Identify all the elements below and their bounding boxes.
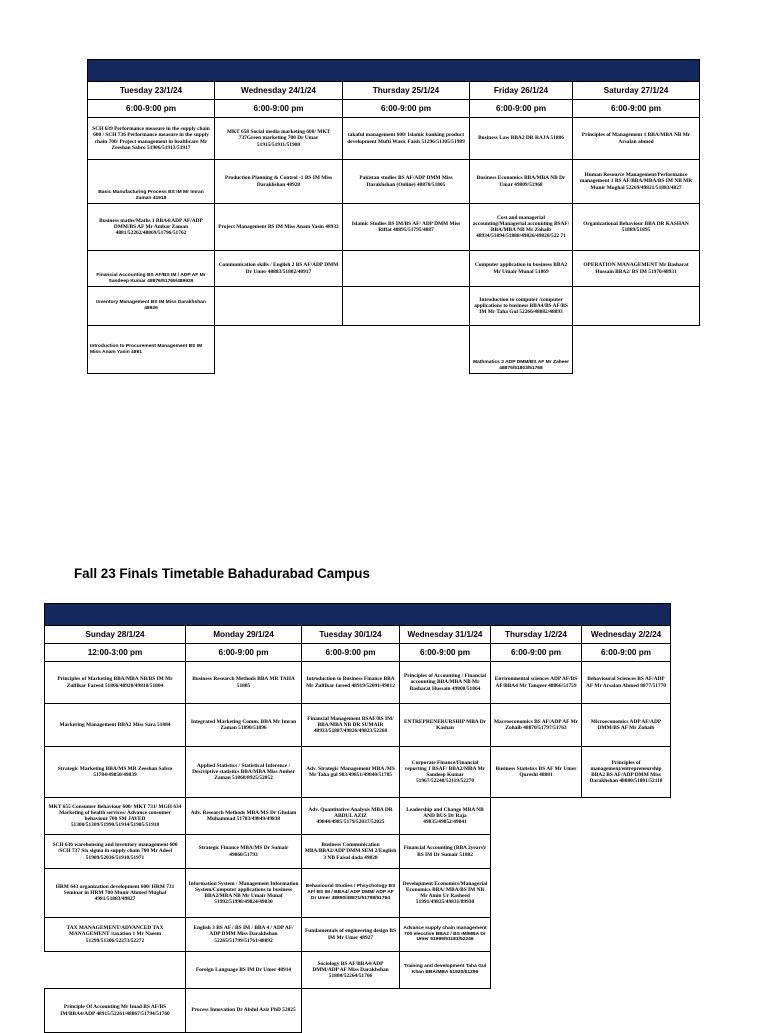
day-header-row [88,82,700,100]
exam-cell: Behavioural Studies / Phsychology BS AF/ BS IM / BBA4/ ADP DMM/ ADP AF Dr Umer 48890/48871/51798/51764 [302,869,400,918]
exam-cell: Business Communication MBA/BBA2/ADP DMM SEM 2/English 3 NB Faisal dada 49828 [302,835,400,869]
exam-cell: Adv. Strategic Management MBA /MS Mr Taha gul 983/49851/49840/51785 [302,747,400,798]
exam-cell: Introduction to Procurement Management BS IM Miss Anam Yasin 4891 [88,326,215,374]
table-row [88,287,700,326]
table-row [45,989,671,1033]
table-row [88,118,700,160]
exam-cell: Development Economics/Managerial Economics BBA/ MBA/BS IM NB Mr Amin Ur Rasheed 51991/49825/49831/89930 [400,869,491,918]
time-slot: 12:00-3:00 pm [45,644,186,662]
day-header: Thursday 1/2/24 [491,626,582,644]
day-header: Wednesday 24/1/24 [215,82,343,100]
exam-cell: SCH 639 Performance measure in the supply chain 600 / SCH 736 Performance measure in the supply chain 700/ Project management in healthcare Mr Zeeshan Sabro 51906/51913/51917 [88,118,215,160]
day-header: Tuesday 23/1/24 [88,82,215,100]
day-header: Wednesday 2/2/24 [582,626,671,644]
table-row [88,160,700,204]
exam-cell: Business Economics BBA/MBA NB Dr Umar 49809/51968 [470,160,573,204]
exam-cell: Training and development Taha Gul Khan BBA/MBA 51920/51296 [400,952,491,989]
time-slot: 6:00-9:00 pm [573,100,700,118]
exam-cell: takaful management 600/ Islamic banking product development Mufti Wasic Faish 51296/51305/51989 [343,118,470,160]
exam-cell: Pakistan studies BS AF/ADP DMM Miss Darakhshan (Online) 48878/51805 [343,160,470,204]
exam-cell: Principles of management/entrepreneurship BBA2 BS AF/ADP DMM Miss Darakhshan 48880/51801/52118 [582,747,671,798]
exam-cell: Basic Manufacturing Process BS IM Mr Imran Zaman 41918 [88,160,215,204]
exam-cell: Computer application in business BBA2 Mr Umair Munaf 51869 [470,251,573,287]
day-header: Thursday 25/1/24 [343,82,470,100]
exam-cell: Strategic Finance MBA/MS Dr Sumair 49860/51793 [186,835,302,869]
exam-cell: Communication skills / English 2 BS AF/ADP DMM Dr Umer 48883/51802/48917 [215,251,343,287]
exam-cell: Environmental sciences ADP AF/BS AF/BBA4 Mr Tanqeer 48866/51759 [491,662,582,704]
exam-cell: Advance supply chain management 700 elecctive BBA2 / BS IM/MBA Dr Umer 51999/51183/52246 [400,918,491,952]
time-slot: 6:00-9:00 pm [302,644,400,662]
exam-cell: MKT 658 Social media marketing 600/ MKT 737Green marketing 700 Dr Umar 51915/51911/51908 [215,118,343,160]
exam-cell: Process Innovation Dr Abdul Aziz PhD 52025 [186,989,302,1033]
exam-cell: Business maths/Maths 1 BBA4/ADP AF/ADP DMM/BS AF Mr Ambar Zaman 4881/52262/48869/51796/51762 [88,204,215,251]
exam-cell: Adv. Quantitative Analysis MBA DR ABDUL AZIZ 49844/4985/5179/52037/52025 [302,798,400,835]
exam-cell: Principles of Management 1 BBA/MBA NB Mr Arsalan ahmed [573,118,700,160]
exam-cell [343,287,470,326]
exam-cell: Cost and managerial accounting/Managerial accounting BSAF/ BBA/MBA NB Mr Zohaib 48934/51894/51888/49826/49820/522 71 [470,204,573,251]
exam-cell: TAX MANAGEMENT/ADVANCED TAX MANAGEMENT /taxation 1 Mr Naeem 51299/51306/52273/52272 [45,918,186,952]
header-band [45,604,671,626]
exam-cell: ENTREPRENERURSHIP MBA Dr Kashan [400,704,491,747]
exam-cell: Principle Of Accounting Mr Imad BS AF/BS IM/BBA4/ADP 48915/52261/48867/51794/51760 [45,989,186,1033]
exam-cell: SCH 636 warehousing and inventory management 600 /SCH 737 Six sigma in supply chain 700 Mr Adeel 51909/52036/51910/51971 [45,835,186,869]
exam-cell: Foreign Language BS IM Dr Umer 48914 [186,952,302,989]
time-slot: 6:00-9:00 pm [186,644,302,662]
time-slot: 6:00-9:00 pm [491,644,582,662]
exam-cell: Information System / Management Information System/Computer applications to business BBA2/MBA NB Mr Umair Munaf 51992/51998/49824/49830 [186,869,302,918]
table-row [45,952,671,989]
exam-cell: Microeconomics ADP AF/ADP DMM/BS AF Mr Zohaib [582,704,671,747]
table-row [88,326,700,374]
exam-cell: Business Law BBA2 DR RAJA 51886 [470,118,573,160]
exam-cell: Organizational Behaviour BBA DR KASHAN 51889/51895 [573,204,700,251]
timetable-week-1 [87,59,700,374]
exam-cell: Business Research Methods BBA MR TAHA 51885 [186,662,302,704]
exam-cell: Macroeconomics BS AF/ADP AF Mr Zohaib 48870/51797/51763 [491,704,582,747]
time-row [88,100,700,118]
exam-cell: Adv. Research Methods MBA/MS Dr Ghulam Muhammad 51783/49849/49838 [186,798,302,835]
exam-cell: Financial Management BSAF/BS IM/ BBA/MBA NB DR SUMAIR 48933/51887/49826/49823/52268 [302,704,400,747]
table-row [45,869,671,918]
exam-cell: Corporate Finance/Financial reporting 1 BSAF/ BBA2/MBA Mr Sandeep Kumar 51967/52248/52119/52270 [400,747,491,798]
day-header: Tuesday 30/1/24 [302,626,400,644]
day-header: Friday 26/1/24 [470,82,573,100]
day-header-row [45,626,671,644]
exam-cell: Sociology BS AF/BBA4/ADP DMM/ADP AF Miss Darakhshan 51800/52264/51766 [302,952,400,989]
time-slot: 6:00-9:00 pm [343,100,470,118]
exam-cell: Introduction to computer /computer applications to business BBA4/BS AF/BS IM Mr Taha Gul 52266/48882/48893 [470,287,573,326]
table-row [45,704,671,747]
exam-cell: Project Management BS IM Miss Anam Yasin 48932 [215,204,343,251]
day-header: Sunday 28/1/24 [45,626,186,644]
exam-cell: Applied Statistics / Statistical Inference / Descriptive statistics BBA/MBA Miss Amber Zaman 51868/8925/52052 [186,747,302,798]
table-row [88,251,700,287]
page-title: Fall 23 Finals Timetable Bahadurabad Campus [74,566,370,581]
exam-cell: Financial Accounting (BBA 2years)/ BS IM Dr Sumair 51882 [400,835,491,869]
exam-cell: MKT 655 Consumer Behaviour 600/ MKT 731/ MGH 634 Marketing of health services/ Advance consumer behaviour 700 SM JAVED 51300/51309/51990/51914/51905/51918 [45,798,186,835]
exam-cell: Production Planning & Control -1 BS IM Miss Darakhshan 48928 [215,160,343,204]
table-row [45,918,671,952]
table-row [45,798,671,835]
exam-cell: HRM 643 organization development 600/ HRM 731 Seminar in HRM 700 Munir Ahmed Mughal 4981/51883/49827 [45,869,186,918]
exam-cell: Integrated Marketing Comm. BBA Mr Imran Zaman 51890/51896 [186,704,302,747]
exam-cell: English 3 BS AF / BS IM / BBA 4 / ADP AF/ ADP DMM Miss Darakhshan 52265/51799/51761/48892 [186,918,302,952]
exam-cell [343,251,470,287]
exam-cell: Leadership and Change MBA NB AND BUS Dr Raja 49835/49852/49841 [400,798,491,835]
time-slot: 6:00-9:00 pm [400,644,491,662]
time-slot: 6:00-9:00 pm [88,100,215,118]
time-slot: 6:00-9:00 pm [215,100,343,118]
exam-cell: Strategic Marketing BBA/MS MR Zeeshan Sabro 51784/49850/49839 [45,747,186,798]
exam-cell: Islamic Studies BS IM/BS AF/ ADP DMM Miss Riffat 48895/51795/4887 [343,204,470,251]
exam-cell: Principles of Marketing BBA/MBA NB/BS IM Mr Zulfikar Fareed 51866/48920/49810/51804 [45,662,186,704]
exam-cell [573,287,700,326]
exam-cell: Principles of Accounting / Financial accounting BBA/MBA NB Mr Basharat Hussain 49808/51864 [400,662,491,704]
time-row [45,644,671,662]
exam-cell: Behavioural Sciences BS AF/ADP AF Mr Arsalan Ahmed 8877/51770 [582,662,671,704]
exam-cell: Human Resource Management/Performance management 1 BS AF/BBA/MBA/BS IM NB MR Munir Mughal 52269/49821/51883/4827 [573,160,700,204]
exam-cell: Inventory Management BS IM Miss Darakhshan 48926 [88,287,215,326]
timetable-week-2 [44,603,671,1033]
day-header: Monday 29/1/24 [186,626,302,644]
exam-cell: Business Statistics BS AF Mr Umer Qureshi 48881 [491,747,582,798]
exam-cell [215,287,343,326]
exam-cell: OPERATION MANAGEMENT Mr Basharat Hussain BBA2/ BS IM 51970/48931 [573,251,700,287]
table-row [45,662,671,704]
header-band [88,60,700,82]
exam-cell: Fundamentals of engineering design BS IM Mr Umer 48927 [302,918,400,952]
day-header: Wednesday 31/1/24 [400,626,491,644]
day-header: Saturday 27/1/24 [573,82,700,100]
exam-cell: Mathmatics 2 ADP DMM/BS AF Mr Zaheer 48875/51803/51768 [470,326,573,374]
table-row [45,835,671,869]
time-slot: 6:00-9:00 pm [582,644,671,662]
exam-cell: Introduction to Business Finance BBA Mr Zulfikar fareed 48919/52091/49812 [302,662,400,704]
table-row [88,204,700,251]
table-row [45,747,671,798]
time-slot: 6:00-9:00 pm [470,100,573,118]
exam-cell: Financial Accounting BS AF/BS IM / ADP AF Mr Sandeep Kumar 48876/51769/489929 [88,251,215,287]
exam-cell: Markering Management BBA2 Miss Sara 51884 [45,704,186,747]
